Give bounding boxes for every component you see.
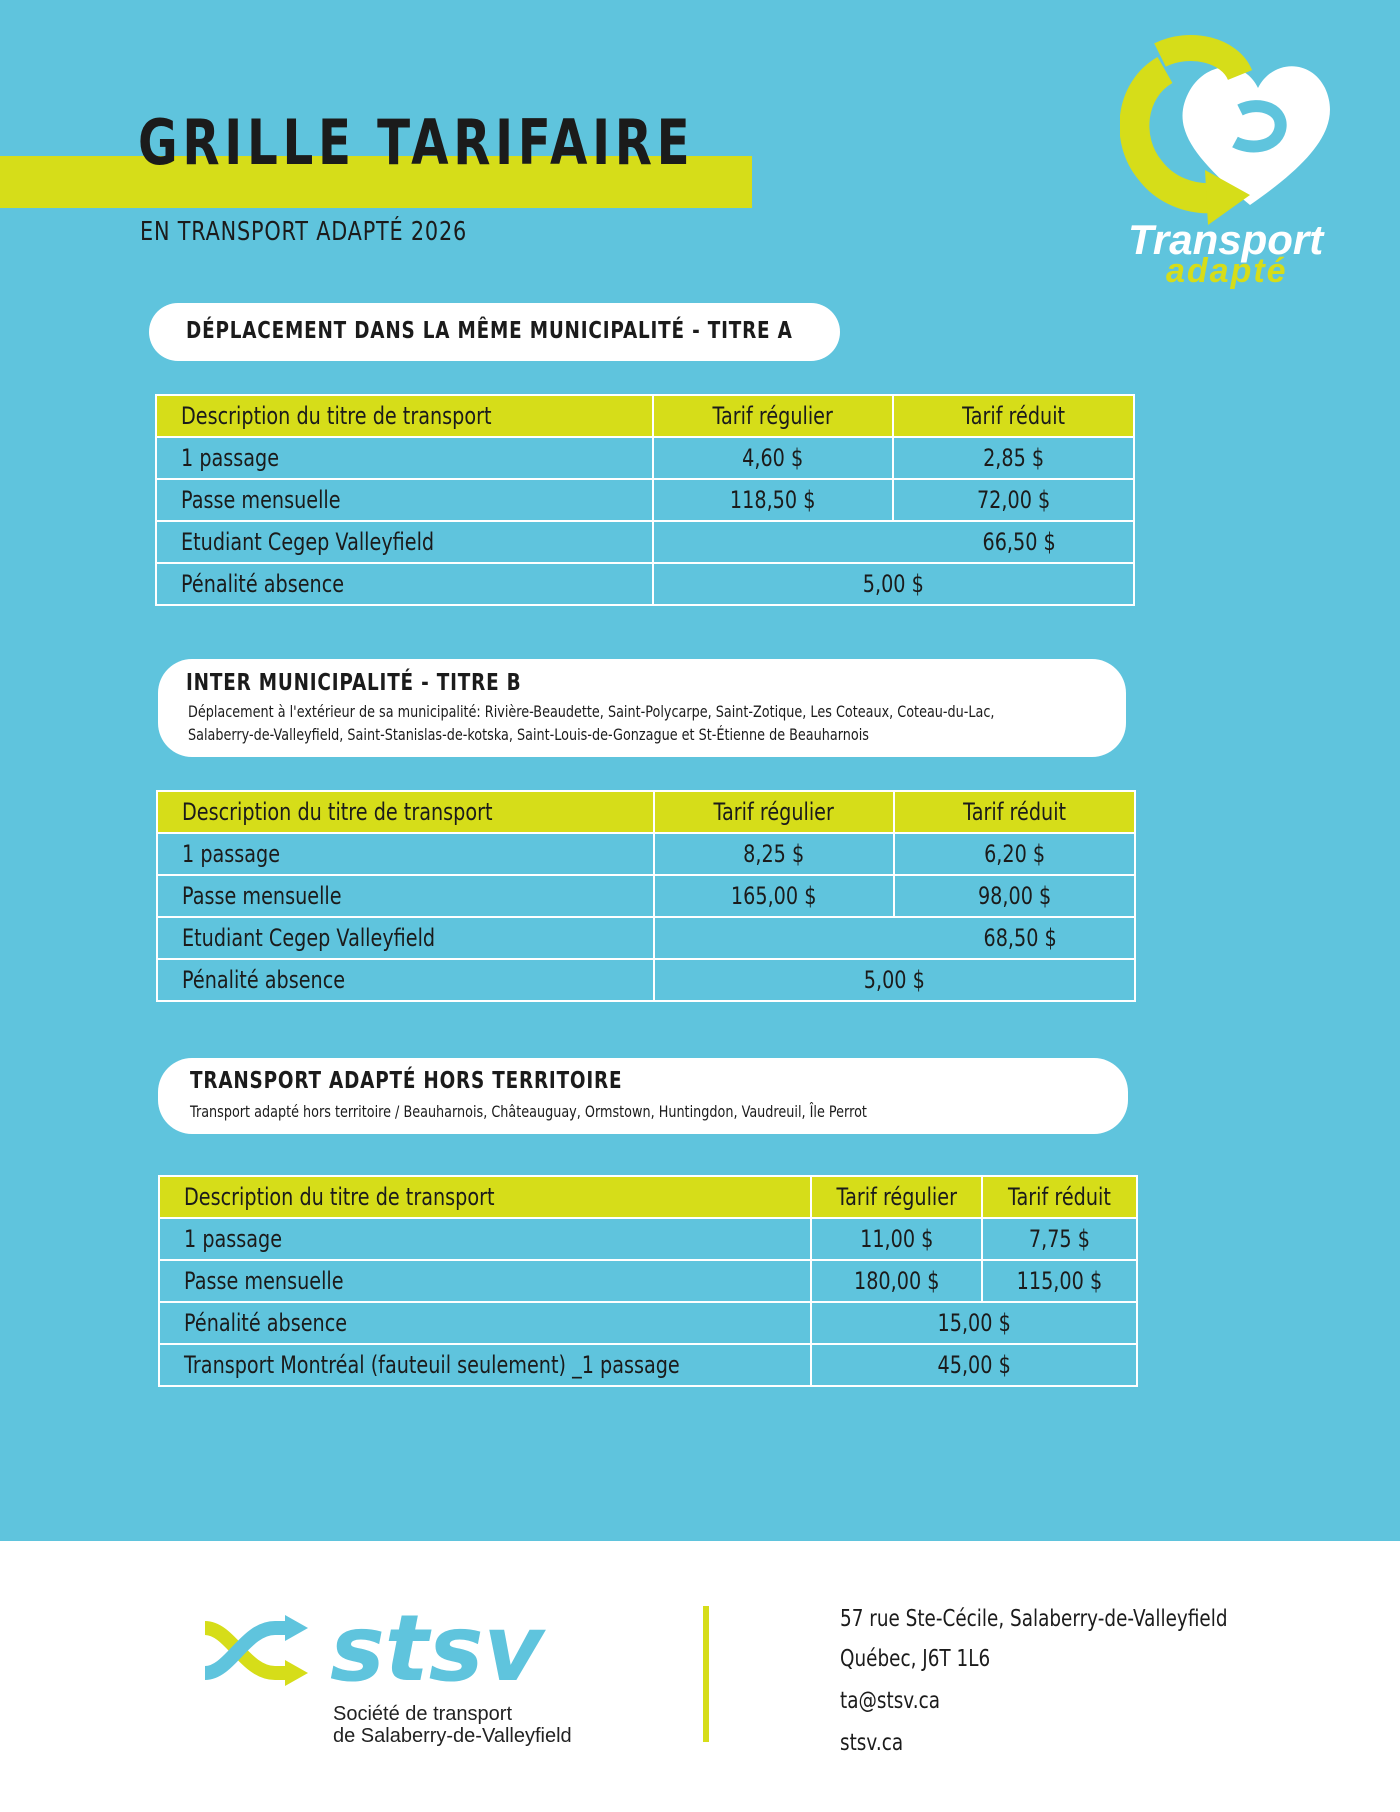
address-line1: 57 rue Ste-Cécile, Salaberry-de-Valleyfield — [840, 1606, 1228, 1632]
row-reduced: 6,20 $ — [894, 833, 1135, 875]
table-row — [159, 1260, 1137, 1302]
org-name — [333, 1703, 572, 1747]
table-header-row — [157, 791, 1135, 833]
row-reduced: 72,00 $ — [893, 479, 1134, 521]
row-reduced: 98,00 $ — [894, 875, 1135, 917]
row-regular: 165,00 $ — [654, 875, 893, 917]
row-label: Passe mensuelle — [159, 1260, 811, 1302]
row-value: 45,00 $ — [811, 1344, 1137, 1386]
table-row — [159, 1344, 1137, 1386]
header-reduced: Tarif réduit — [893, 395, 1134, 437]
header-regular: Tarif régulier — [811, 1176, 983, 1218]
header-reduced: Tarif réduit — [894, 791, 1135, 833]
row-label: Passe mensuelle — [157, 875, 654, 917]
stsv-logo — [200, 1598, 610, 1708]
email-link[interactable]: ta@stsv.ca — [840, 1688, 940, 1714]
table-header-row — [156, 395, 1134, 437]
row-regular: 11,00 $ — [811, 1218, 983, 1260]
row-label: Etudiant Cegep Valleyfield — [157, 917, 654, 959]
row-label: Etudiant Cegep Valleyfield — [156, 521, 653, 563]
row-value: 5,00 $ — [654, 959, 1135, 1001]
row-label: Transport Montréal (fauteuil seulement) _1 passage — [159, 1344, 811, 1386]
address-line2: Québec, J6T 1L6 — [840, 1646, 991, 1672]
section-c-description: Transport adapté hors territoire / Beauharnois, Châteauguay, Ormstown, Huntingdon, Vaudreuil, Île Perrot — [190, 1102, 867, 1121]
header-description: Description du titre de transport — [157, 791, 654, 833]
section-b-title: INTER MUNICIPALITÉ - TITRE B — [186, 670, 522, 696]
row-regular: 4,60 $ — [653, 437, 892, 479]
fare-table-a — [155, 394, 1135, 606]
row-reduced: 7,75 $ — [982, 1218, 1137, 1260]
row-label: Pénalité absence — [156, 563, 653, 605]
table-row — [157, 917, 1135, 959]
fare-table-c — [158, 1175, 1138, 1387]
section-b-description-line1: Déplacement à l'extérieur de sa municipalité: Rivière-Beaudette, Saint-Polycarpe, Saint-Zotique, Les Coteaux, Coteau-du-Lac, — [188, 702, 995, 721]
footer-divider — [703, 1606, 709, 1742]
fare-table-b — [156, 790, 1136, 1002]
header-description: Description du titre de transport — [156, 395, 653, 437]
section-a-title: DÉPLACEMENT DANS LA MÊME MUNICIPALITÉ - TITRE A — [186, 318, 793, 344]
row-label: 1 passage — [159, 1218, 811, 1260]
row-value: 66,50 $ — [653, 521, 1134, 563]
section-b-description-line2: Salaberry-de-Valleyfield, Saint-Stanislas-de-kotska, Saint-Louis-de-Gonzague et St-Étienne de Beauharnois — [188, 725, 869, 744]
table-row — [159, 1302, 1137, 1344]
row-label: Passe mensuelle — [156, 479, 653, 521]
row-label: Pénalité absence — [157, 959, 654, 1001]
logo-text-transport: Transport — [1128, 216, 1324, 263]
page-title: GRILLE TARIFAIRE — [138, 106, 695, 179]
row-label: Pénalité absence — [159, 1302, 811, 1344]
table-row — [157, 959, 1135, 1001]
row-reduced: 2,85 $ — [893, 437, 1134, 479]
row-value: 5,00 $ — [653, 563, 1134, 605]
crossing-arrows-icon — [205, 1615, 308, 1686]
table-row — [157, 875, 1135, 917]
table-row — [156, 563, 1134, 605]
table-header-row — [159, 1176, 1137, 1218]
website-link[interactable]: stsv.ca — [840, 1730, 904, 1756]
row-value: 15,00 $ — [811, 1302, 1137, 1344]
table-row — [156, 521, 1134, 563]
row-value: 68,50 $ — [654, 917, 1135, 959]
org-name-line1: Société de transport — [333, 1703, 512, 1725]
table-row — [159, 1218, 1137, 1260]
section-c-title: TRANSPORT ADAPTÉ HORS TERRITOIRE — [190, 1068, 623, 1094]
table-row — [157, 833, 1135, 875]
header-reduced: Tarif réduit — [982, 1176, 1137, 1218]
row-label: 1 passage — [157, 833, 654, 875]
page-subtitle: EN TRANSPORT ADAPTÉ 2026 — [140, 217, 468, 247]
header-regular: Tarif régulier — [654, 791, 893, 833]
row-label: 1 passage — [156, 437, 653, 479]
row-reduced: 115,00 $ — [982, 1260, 1137, 1302]
org-name-line2: de Salaberry-de-Valleyfield — [333, 1725, 572, 1747]
row-regular: 118,50 $ — [653, 479, 892, 521]
row-regular: 180,00 $ — [811, 1260, 983, 1302]
table-row — [156, 437, 1134, 479]
table-row — [156, 479, 1134, 521]
stsv-wordmark: stsv — [330, 1598, 544, 1702]
header-regular: Tarif régulier — [653, 395, 892, 437]
logo-text-adapte: adapté — [1166, 252, 1288, 290]
row-regular: 8,25 $ — [654, 833, 893, 875]
header-description: Description du titre de transport — [159, 1176, 811, 1218]
